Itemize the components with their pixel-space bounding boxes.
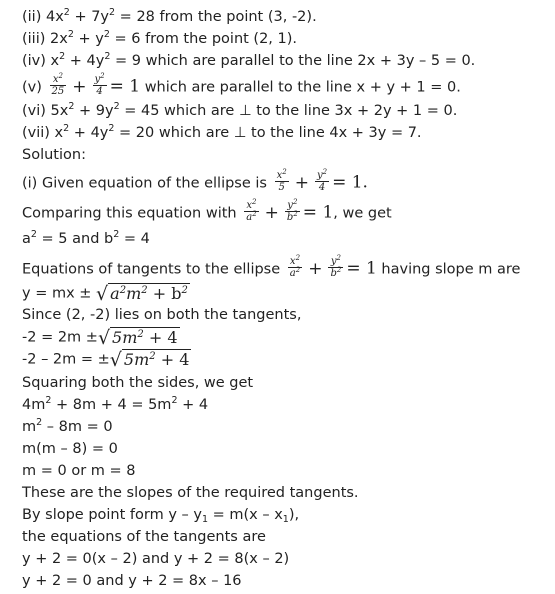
- plus-sign: +: [72, 76, 87, 97]
- exponent: 2: [63, 123, 70, 134]
- text-part: + 8m + 4 = 5m: [51, 397, 172, 413]
- text-part: ),: [288, 507, 300, 523]
- text-part: m = 0 or m = 8: [22, 463, 136, 479]
- exponent: 2: [119, 285, 127, 296]
- text-part: (ii) 4x: [22, 9, 64, 25]
- text-line-15: [22, 350, 191, 369]
- text-part: = 6 from the point (2, 1).: [109, 31, 298, 47]
- radicand-part: m: [126, 284, 142, 303]
- equals-one: = 1.: [332, 172, 368, 193]
- square-root: [98, 328, 180, 347]
- radicand-part: + 4: [155, 350, 190, 369]
- exponent: 2: [252, 210, 257, 218]
- exponent: 2: [104, 51, 111, 62]
- text-line-12: [22, 284, 190, 303]
- plus-sign: +: [308, 258, 323, 279]
- text-line-11: [22, 254, 521, 281]
- exponent: 2: [113, 229, 120, 240]
- text-line-17: [22, 396, 208, 414]
- denominator: 5: [278, 182, 285, 193]
- text-part: y + 2 = 0(x – 2) and y + 2 = 8(x – 2): [22, 551, 290, 567]
- denominator: b: [330, 268, 337, 279]
- text-part: y = mx ±: [22, 285, 97, 302]
- exponent: 2: [67, 29, 74, 40]
- text-part: + y: [73, 31, 104, 47]
- exponent: 2: [252, 198, 257, 206]
- text-line-21: [22, 484, 359, 502]
- text-line-25: [22, 572, 242, 590]
- text-part: – 8m = 0: [42, 419, 113, 435]
- numerator: y: [330, 256, 337, 267]
- exponent: 2: [45, 395, 52, 406]
- numerator: y: [287, 200, 293, 211]
- text-line-18: [22, 418, 113, 436]
- text-part: = 9 which are parallel to the line 2x + 3y – 5 = 0.: [110, 53, 476, 69]
- text-part: = 4: [119, 231, 150, 247]
- denominator: a: [246, 212, 253, 223]
- exponent: 2: [113, 101, 120, 112]
- numerator: x: [246, 200, 253, 211]
- denominator: 4: [318, 182, 326, 193]
- exponent: 2: [295, 254, 301, 262]
- text-part: = 28 from the point (3, -2).: [115, 9, 317, 25]
- fraction-y2-over-4: [315, 170, 329, 193]
- square-root: [110, 350, 192, 369]
- radicand-part: 5m: [112, 328, 138, 347]
- text-line-1: [22, 8, 317, 26]
- exponent: 2: [58, 72, 63, 80]
- text-part: + 7y: [69, 9, 110, 25]
- text-part: Since (2, -2) lies on both the tangents,: [22, 307, 302, 323]
- text-line-3: [22, 52, 475, 70]
- denominator: a: [289, 268, 296, 279]
- text-line-5: [22, 102, 457, 120]
- text-line-14: [22, 328, 180, 347]
- fraction-x2-over-a2: [288, 256, 302, 279]
- text-line-2: [22, 30, 297, 48]
- plus-sign: +: [294, 172, 309, 193]
- text-line-9: [22, 198, 392, 225]
- text-part: = m(x – x: [208, 507, 283, 523]
- text-line-16: [22, 374, 253, 392]
- numerator: x: [289, 256, 296, 267]
- text-part: Equations of tangents to the ellipse: [22, 261, 285, 278]
- text-part: -2 – 2m = ±: [22, 351, 110, 368]
- equals-one: = 1: [346, 258, 377, 279]
- text-part: -2 = 2m ±: [22, 329, 98, 346]
- denominator: b: [286, 212, 294, 223]
- radical-sign-icon: √: [97, 327, 111, 349]
- square-root: [96, 284, 190, 303]
- text-line-20: [22, 462, 136, 480]
- text-part: = 45 which are ⊥ to the line 3x + 2y + 1 = 0.: [119, 103, 458, 119]
- subscript: 1: [201, 514, 209, 525]
- fraction-x2-over-a2: [244, 200, 258, 223]
- text-part: the equations of the tangents are: [22, 529, 266, 545]
- text-part: = 20 which are ⊥ to the line 4x + 3y = 7.: [114, 125, 422, 141]
- numerator: y: [94, 74, 101, 85]
- exponent: 2: [137, 329, 144, 340]
- solution-heading: [22, 146, 86, 164]
- text-part: Squaring both the sides, we get: [22, 375, 254, 391]
- text-part: which are parallel to the line x + y + 1 = 0.: [140, 79, 461, 96]
- text-part: (vi) 5x: [22, 103, 69, 119]
- exponent: 2: [63, 7, 70, 18]
- text-part: , we get: [333, 205, 392, 222]
- exponent: 2: [336, 254, 341, 262]
- fraction-x2-over-5: [275, 170, 289, 193]
- exponent: 2: [282, 168, 287, 176]
- exponent: 2: [149, 351, 156, 362]
- exponent: 2: [109, 7, 116, 18]
- exponent: 2: [100, 72, 105, 80]
- radicand-part: + 4: [143, 328, 178, 347]
- radicand-part: 5m: [123, 350, 150, 369]
- equals-one: = 1: [109, 76, 141, 97]
- text-part: m(m – 8) = 0: [22, 441, 118, 457]
- text-part: + 4y: [65, 53, 105, 69]
- numerator: x: [52, 74, 59, 85]
- exponent: 2: [322, 168, 328, 176]
- plus-sign: +: [264, 202, 279, 223]
- text-line-6: [22, 124, 422, 142]
- denominator: 4: [96, 86, 103, 97]
- text-part: + 9y: [74, 103, 114, 119]
- text-part: By slope point form y – y: [22, 507, 202, 523]
- text-line-23: [22, 528, 266, 546]
- numerator: x: [276, 170, 283, 181]
- subscript: 1: [282, 514, 289, 525]
- exponent: 2: [59, 51, 66, 62]
- exponent: 2: [295, 266, 301, 274]
- fraction-y2-over-b2: [285, 200, 300, 223]
- exponent: 2: [171, 395, 178, 406]
- exponent: 2: [181, 285, 188, 296]
- text-part: (iii) 2x: [22, 31, 68, 47]
- denominator: 25: [51, 86, 65, 97]
- text-part: + 4: [177, 397, 209, 413]
- text-part: (iv) x: [22, 53, 60, 69]
- text-part: m: [22, 419, 37, 435]
- exponent: 2: [292, 198, 298, 206]
- text-part: (i) Given equation of the ellipse is: [22, 175, 272, 192]
- text-part: + 4y: [69, 125, 109, 141]
- text-line-22: [22, 506, 299, 524]
- text-part: These are the slopes of the required tangents.: [22, 485, 359, 501]
- text-part: having slope m are: [376, 261, 521, 278]
- text-part: (v): [22, 79, 47, 96]
- text-line-10: [22, 230, 150, 248]
- exponent: 2: [141, 285, 148, 296]
- exponent: 2: [36, 417, 43, 428]
- text-part: (vii) x: [22, 125, 64, 141]
- numerator: y: [316, 170, 323, 181]
- text-part: = 5 and b: [36, 231, 114, 247]
- exponent: 2: [103, 29, 110, 40]
- fraction-y2-over-b2: [328, 256, 343, 279]
- text-line-8: [22, 168, 368, 195]
- radicand-part: + b: [147, 284, 182, 303]
- text-line-4: [22, 72, 461, 99]
- exponent: 2: [30, 229, 37, 240]
- radical-sign-icon: √: [96, 283, 109, 305]
- text-part: Solution:: [22, 147, 86, 163]
- fraction-y2-over-4: [93, 74, 107, 97]
- exponent: 2: [336, 266, 342, 274]
- fraction-x2-over-25: [50, 74, 67, 97]
- text-line-24: [22, 550, 289, 568]
- exponent: 2: [293, 210, 298, 218]
- exponent: 2: [68, 101, 75, 112]
- text-part: y + 2 = 0 and y + 2 = 8x – 16: [22, 573, 242, 589]
- text-part: Comparing this equation with: [22, 205, 242, 222]
- equals-one: = 1: [302, 202, 334, 223]
- text-part: a: [22, 231, 31, 247]
- text-part: 4m: [22, 397, 46, 413]
- radicand-part: a: [110, 284, 120, 303]
- radical-sign-icon: √: [109, 349, 122, 371]
- text-line-13: [22, 306, 301, 324]
- text-line-19: [22, 440, 118, 458]
- exponent: 2: [108, 123, 115, 134]
